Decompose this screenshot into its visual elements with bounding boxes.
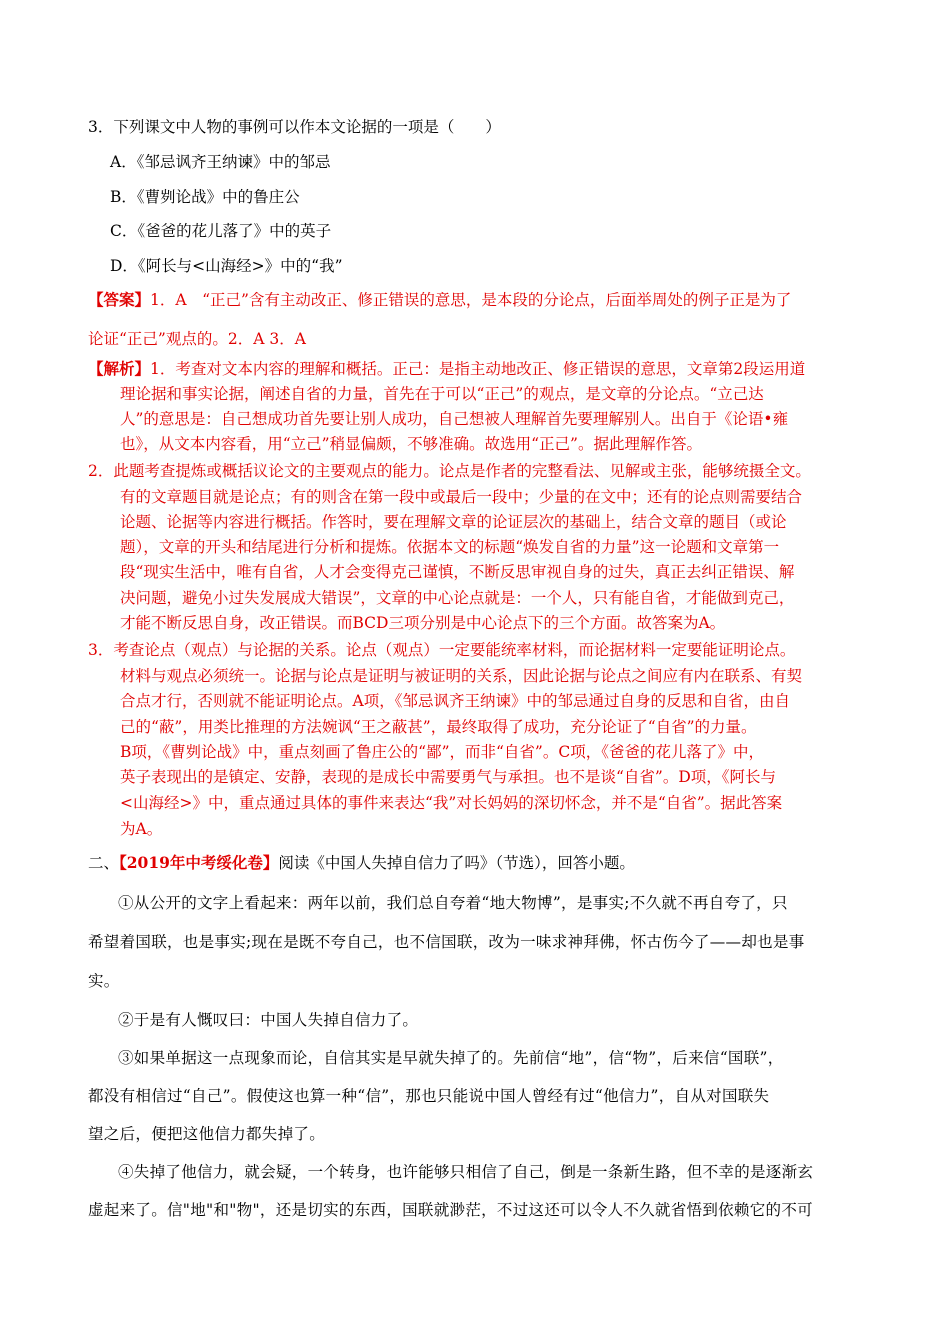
analysis-p3-line: 合点才行，否则就不能证明论点。A项，《邹忌讽齐王纳谏》中的邹忌通过自身的反思和自省，由自 [120, 692, 790, 710]
analysis-p2-line: 2．此题考查提炼或概括议论文的主要观点的能力。论点是作者的完整看法、见解或主张，能够统摄全文。 [88, 462, 811, 480]
analysis-p2-line: 有的文章题目就是论点；有的则含在第一段中或最后一段中；少量的在文中；还有的论点则需要结合 [120, 488, 803, 506]
passage-para-2-line: ②于是有人慨叹曰：中国人失掉自信力了。 [118, 1011, 419, 1029]
analysis-p3-line: 3．考查论点（观点）与论据的关系。论点（观点）一定要能统率材料，而论据材料一定要能证明论点。 [88, 641, 796, 659]
analysis-p2-line: 决问题，避免小过失发展成大错误”，文章的中心论点就是：一个人，只有能自省，才能做到克己， [120, 589, 795, 607]
analysis-tag: 【解析】 [88, 359, 151, 378]
analysis-p2-line: 段“现实生活中，唯有自省，人才会变得克己谨慎，不断反思审视自身的过失，真正去纠正错误、解 [120, 563, 795, 581]
section-instruction: 阅读《中国人失掉自信力了吗》（节选），回答小题。 [278, 854, 635, 872]
option-a: A．《邹忌讽齐王纳谏》中的邹忌 [110, 153, 331, 171]
option-c: C．《爸爸的花儿落了》中的英子 [110, 222, 332, 240]
option-b: B．《曹刿论战》中的鲁庄公 [110, 188, 300, 206]
section-heading [88, 853, 635, 873]
analysis-p1-line: 理论据和事实论据，阐述自省的力量，首先在于可以“正己”的观点，是文章的分论点。“立己达 [120, 385, 764, 403]
analysis-p3-line: B项，《曹刿论战》中，重点刻画了鲁庄公的“鄙”，而非“自省”。C项，《爸爸的花儿落了》中， [120, 743, 764, 761]
passage-para-1-line: 实。 [88, 972, 120, 990]
answer-text-1: 1．A “正己”含有主动改正、修正错误的意思，是本段的分论点，后面举周处的例子正是为了 [150, 291, 792, 309]
analysis-p3-line: <山海经>》中，重点通过具体的事件来表达“我”对长妈妈的深切怀念，并不是“自省”。据此答案 [120, 794, 783, 812]
passage-para-1-line: ①从公开的文字上看起来：两年以前，我们总自夸着“地大物博”，是事实;不久就不再自夸了，只 [118, 894, 788, 912]
section-source: 【2019年中考绥化卷】 [119, 853, 279, 872]
analysis-p3-line: 英子表现出的是镇定、安静，表现的是成长中需要勇气与承担。也不是谈“自省”。D项，《阿长与 [120, 768, 777, 786]
passage-para-3-line: ③如果单据这一点现象而论，自信其实是早就失掉了的。先前信“地”，信“物”，后来信“国联”， [118, 1049, 784, 1067]
analysis-p2-line: 题），文章的开头和结尾进行分析和提炼。依据本文的标题“焕发自省的力量”这一论题和文章第一 [120, 538, 780, 556]
analysis-p3-line: 己的“蔽”，用类比推理的方法婉讽“王之蔽甚”，最终取得了成功，充分论证了“自省”的力量。 [120, 718, 757, 736]
passage-para-4-line: 虚起来了。信"地"和"物"，还是切实的东西，国联就渺茫，不过这还可以令人不久就省悟到依赖它的不可 [88, 1201, 813, 1219]
passage-para-1-line: 希望着国联，也是事实;现在是既不夸自己，也不信国联，改为一味求神拜佛，怀古伤今了——却也是事 [88, 933, 805, 951]
analysis-p1-line: 也》，从文本内容看，用“立己”稍显偏颇，不够准确。故选用“正己”。据此理解作答。 [120, 435, 702, 453]
analysis-p1-line: 人”的意思是：自己想成功首先要让别人成功，自己想被人理解首先要理解别人。出自于《论语•雍 [120, 410, 789, 428]
answer-line-1 [88, 290, 791, 310]
question-stem: 3．下列课文中人物的事例可以作本文论据的一项是（ ） [88, 118, 501, 136]
analysis-p3-line: 为A。 [120, 820, 163, 838]
passage-para-3-line: 望之后，便把这他信力都失掉了。 [88, 1125, 326, 1143]
analysis-p1-text: 1．考查对文本内容的理解和概括。正己：是指主动地改正、修正错误的意思，文章第2段运用道 [150, 360, 806, 378]
analysis-p2-line: 论题、论据等内容进行概括。作答时，要在理解文章的论证层次的基础上，结合文章的题目（或论 [120, 513, 787, 531]
analysis-p3-line: 材料与观点必须统一。论据与论点是证明与被证明的关系，因此论据与论点之间应有内在联系、有契 [120, 667, 803, 685]
passage-para-4-line: ④失掉了他信力，就会疑，一个转身，也许能够只相信了自己，倒是一条新生路，但不幸的是逐渐玄 [118, 1163, 814, 1181]
analysis-p2-line: 才能不断反思自身，改正错误。而BCD三项分别是中心论点下的三个方面。故答案为A。 [120, 614, 726, 632]
option-d: D．《阿长与<山海经>》中的“我” [110, 257, 343, 275]
section-number: 二、 [88, 854, 120, 872]
answer-line-2: 论证“正己”观点的。2．A 3．A [88, 330, 306, 348]
answer-tag: 【答案】 [88, 290, 151, 309]
analysis-line-1 [88, 359, 805, 379]
passage-para-3-line: 都没有相信过“自己”。假使这也算一种“信”，那也只能说中国人曾经有过“他信力”，自从对国联失 [88, 1087, 770, 1105]
